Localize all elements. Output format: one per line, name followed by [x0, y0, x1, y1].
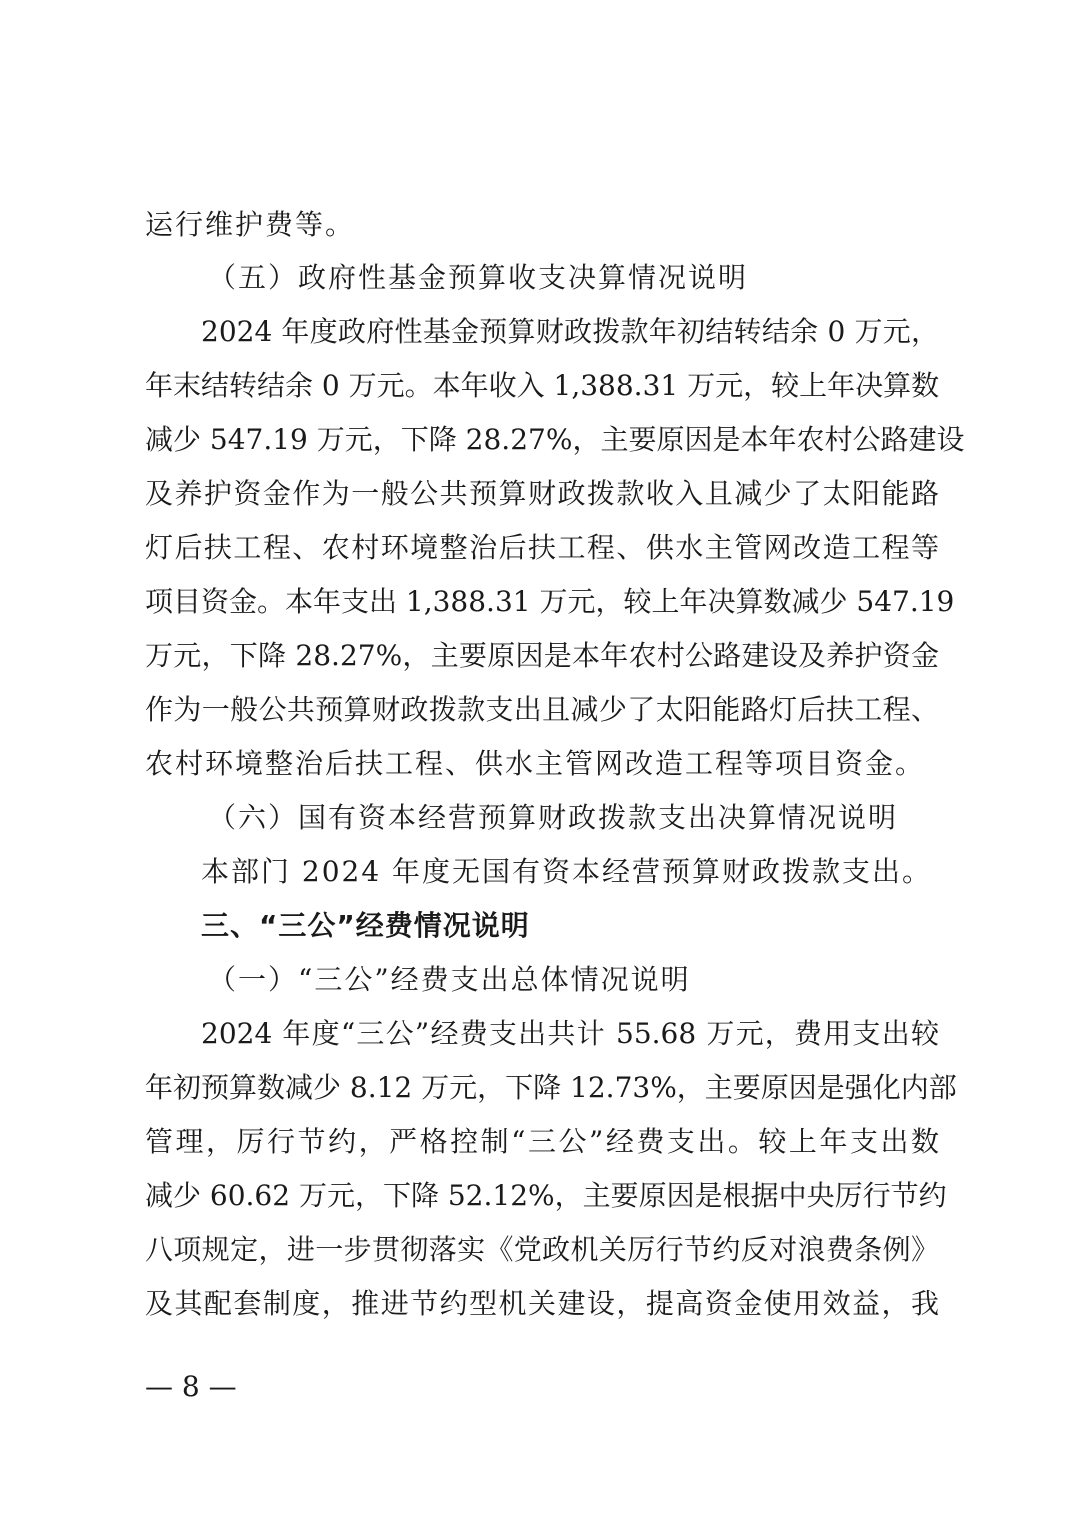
text-line: 年末结转结余 0 万元。本年收入 1,388.31 万元，较上年决算数 — [145, 369, 940, 402]
text-line: 八项规定，进一步贯彻落实《党政机关厉行节约反对浪费条例》 — [145, 1233, 939, 1266]
text-line: 年初预算数减少 8.12 万元，下降 12.73%，主要原因是强化内部 — [145, 1071, 957, 1104]
text-line: 2024 年度“三公”经费支出共计 55.68 万元，费用支出较 — [201, 1017, 939, 1050]
text-line: 万元，下降 28.27%，主要原因是本年农村公路建设及养护资金 — [145, 639, 939, 672]
text-line: 项目资金。本年支出 1,388.31 万元，较上年决算数减少 547.19 — [145, 585, 955, 618]
text-line: 及养护资金作为一般公共预算财政拨款收入且减少了太阳能路 — [145, 477, 939, 510]
text-line: 农村环境整治后扶工程、供水主管网改造工程等项目资金。 — [145, 747, 926, 780]
section-subheading: （五）政府性基金预算收支决算情况说明 — [208, 261, 749, 294]
text-line: 及其配套制度，推进节约型机关建设，提高资金使用效益，我 — [145, 1287, 939, 1320]
section-subheading: （六）国有资本经营预算财政拨款支出决算情况说明 — [208, 801, 899, 834]
page-number: — 8 — — [145, 1370, 237, 1403]
text-line: 管理，厉行节约，严格控制“三公”经费支出。较上年支出数 — [145, 1125, 939, 1158]
text-line: 灯后扶工程、农村环境整治后扶工程、供水主管网改造工程等 — [145, 531, 939, 564]
text-line: 运行维护费等。 — [145, 208, 356, 241]
text-line: 本部门 2024 年度无国有资本经营预算财政拨款支出。 — [201, 855, 933, 888]
text-line: 减少 547.19 万元，下降 28.27%，主要原因是本年农村公路建设 — [145, 423, 965, 456]
section-heading: 三、“三公”经费情况说明 — [201, 909, 530, 942]
text-line: 减少 60.62 万元，下降 52.12%，主要原因是根据中央厉行节约 — [145, 1179, 947, 1212]
section-subheading: （一）“三公”经费支出总体情况说明 — [208, 963, 691, 996]
text-line: 作为一般公共预算财政拨款支出且减少了太阳能路灯后扶工程、 — [145, 693, 939, 726]
text-line: 2024 年度政府性基金预算财政拨款年初结转结余 0 万元， — [201, 315, 939, 348]
